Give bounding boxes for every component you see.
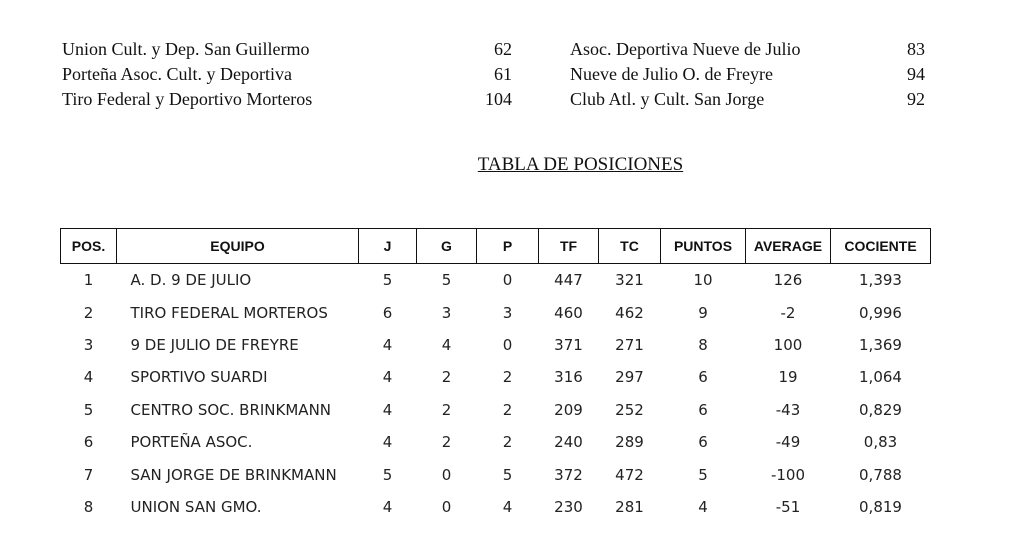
table-cell: 4 — [382, 368, 393, 387]
table-cell: 230 — [554, 497, 583, 516]
table-cell: 4 — [83, 368, 94, 387]
table-cell: 472 — [615, 465, 644, 484]
table-cell: 371 — [554, 335, 583, 354]
table-row — [61, 296, 931, 328]
column-header: J — [359, 229, 417, 264]
table-cell: 0 — [441, 465, 452, 484]
table-cell: 3 — [441, 303, 452, 322]
table-row — [61, 329, 931, 361]
column-header: TF — [539, 229, 599, 264]
home-team: Tiro Federal y Deportivo Morteros — [62, 89, 313, 109]
table-cell: 2 — [441, 433, 452, 452]
column-header: TC — [599, 229, 661, 264]
column-header: POS. — [61, 229, 117, 264]
table-cell: 6 — [83, 433, 94, 452]
result-row — [62, 87, 942, 112]
table-cell: 0,83 — [863, 433, 898, 452]
table-cell: 5 — [441, 271, 452, 290]
team-name-cell: 9 DE JULIO DE FREYRE — [130, 335, 299, 354]
table-cell: 5 — [83, 400, 94, 419]
table-cell: 19 — [778, 368, 798, 387]
team-name-cell: SAN JORGE DE BRINKMANN — [130, 465, 337, 484]
table-cell: -43 — [775, 400, 801, 419]
away-score: 92 — [907, 89, 925, 109]
table-cell: 4 — [382, 497, 393, 516]
table-cell: 321 — [615, 271, 644, 290]
table-cell: 1 — [83, 271, 94, 290]
table-cell: 372 — [554, 465, 583, 484]
table-cell: 3 — [83, 335, 94, 354]
table-cell: 8 — [698, 335, 708, 354]
table-cell: 4 — [382, 433, 393, 452]
table-cell: 6 — [698, 368, 708, 387]
home-score: 62 — [494, 39, 512, 59]
result-row — [62, 62, 942, 87]
table-cell: 252 — [615, 400, 644, 419]
table-cell: 1,393 — [859, 271, 902, 290]
table-cell: 4 — [502, 497, 513, 516]
table-cell: 3 — [502, 303, 513, 322]
team-name-cell: SPORTIVO SUARDI — [130, 368, 268, 387]
table-cell: -100 — [770, 465, 806, 484]
table-row — [61, 264, 931, 297]
table-cell: 100 — [773, 335, 803, 354]
table-cell: 271 — [615, 335, 644, 354]
table-cell: 6 — [382, 303, 393, 322]
away-team: Asoc. Deportiva Nueve de Julio — [570, 39, 801, 59]
column-header: PUNTOS — [661, 229, 746, 264]
table-row — [61, 394, 931, 426]
column-header: G — [417, 229, 477, 264]
table-cell: 2 — [502, 368, 513, 387]
table-row — [61, 458, 931, 490]
match-results — [62, 37, 942, 112]
table-cell: 447 — [554, 271, 583, 290]
table-cell: 316 — [554, 368, 583, 387]
table-cell: 209 — [554, 400, 583, 419]
result-row — [62, 37, 942, 62]
table-cell: 289 — [615, 433, 644, 452]
team-name-cell: CENTRO SOC. BRINKMANN — [130, 400, 332, 419]
table-cell: 5 — [382, 271, 393, 290]
table-cell: 297 — [615, 368, 644, 387]
table-cell: 0,829 — [859, 400, 902, 419]
table-cell: 9 — [698, 303, 708, 322]
table-cell: 462 — [615, 303, 644, 322]
table-cell: 0,996 — [859, 303, 902, 322]
table-cell: 5 — [698, 465, 708, 484]
home-team: Union Cult. y Dep. San Guillermo — [62, 39, 310, 59]
table-cell: 2 — [502, 433, 513, 452]
table-cell: 10 — [693, 271, 713, 290]
table-cell: -51 — [775, 497, 801, 516]
table-cell: 4 — [441, 335, 452, 354]
table-cell: 5 — [382, 465, 393, 484]
table-cell: 4 — [382, 335, 393, 354]
away-team: Nueve de Julio O. de Freyre — [570, 64, 773, 84]
away-score: 94 — [907, 64, 925, 84]
table-cell: 6 — [698, 400, 708, 419]
table-row — [61, 491, 931, 523]
table-cell: 460 — [554, 303, 583, 322]
away-team: Club Atl. y Cult. San Jorge — [570, 89, 765, 109]
away-score: 83 — [907, 39, 925, 59]
team-name-cell: TIRO FEDERAL MORTEROS — [130, 303, 328, 322]
table-row — [61, 361, 931, 393]
table-title: TABLA DE POSICIONES — [477, 154, 684, 175]
table-cell: 5 — [502, 465, 513, 484]
table-cell: 2 — [83, 303, 94, 322]
home-team: Porteña Asoc. Cult. y Deportiva — [62, 64, 292, 84]
column-header: P — [477, 229, 539, 264]
table-cell: 126 — [773, 271, 803, 290]
table-cell: 1,064 — [859, 368, 902, 387]
table-header-row — [61, 229, 931, 264]
table-cell: 0 — [502, 271, 513, 290]
table-cell: 2 — [502, 400, 513, 419]
table-cell: 4 — [698, 497, 708, 516]
column-header: EQUIPO — [117, 229, 359, 264]
team-name-cell: UNION SAN GMO. — [130, 497, 262, 516]
table-cell: 2 — [441, 400, 452, 419]
table-cell: 240 — [554, 433, 583, 452]
table-cell: 7 — [83, 465, 94, 484]
column-header: AVERAGE — [746, 229, 831, 264]
table-cell: 4 — [382, 400, 393, 419]
table-cell: 8 — [83, 497, 94, 516]
table-cell: 281 — [615, 497, 644, 516]
team-name-cell: PORTEÑA ASOC. — [130, 433, 253, 452]
table-cell: 0 — [502, 335, 513, 354]
table-cell: -2 — [780, 303, 796, 322]
table-cell: 0,788 — [859, 465, 902, 484]
home-score: 104 — [485, 89, 512, 109]
table-cell: 6 — [698, 433, 708, 452]
table-row — [61, 426, 931, 458]
team-name-cell: A. D. 9 DE JULIO — [130, 271, 252, 290]
table-cell: -49 — [775, 433, 801, 452]
table-cell: 1,369 — [859, 335, 902, 354]
column-header: COCIENTE — [831, 229, 931, 264]
table-cell: 2 — [441, 368, 452, 387]
table-cell: 0,819 — [859, 497, 902, 516]
standings-table — [60, 228, 931, 523]
home-score: 61 — [494, 64, 512, 84]
table-cell: 0 — [441, 497, 452, 516]
